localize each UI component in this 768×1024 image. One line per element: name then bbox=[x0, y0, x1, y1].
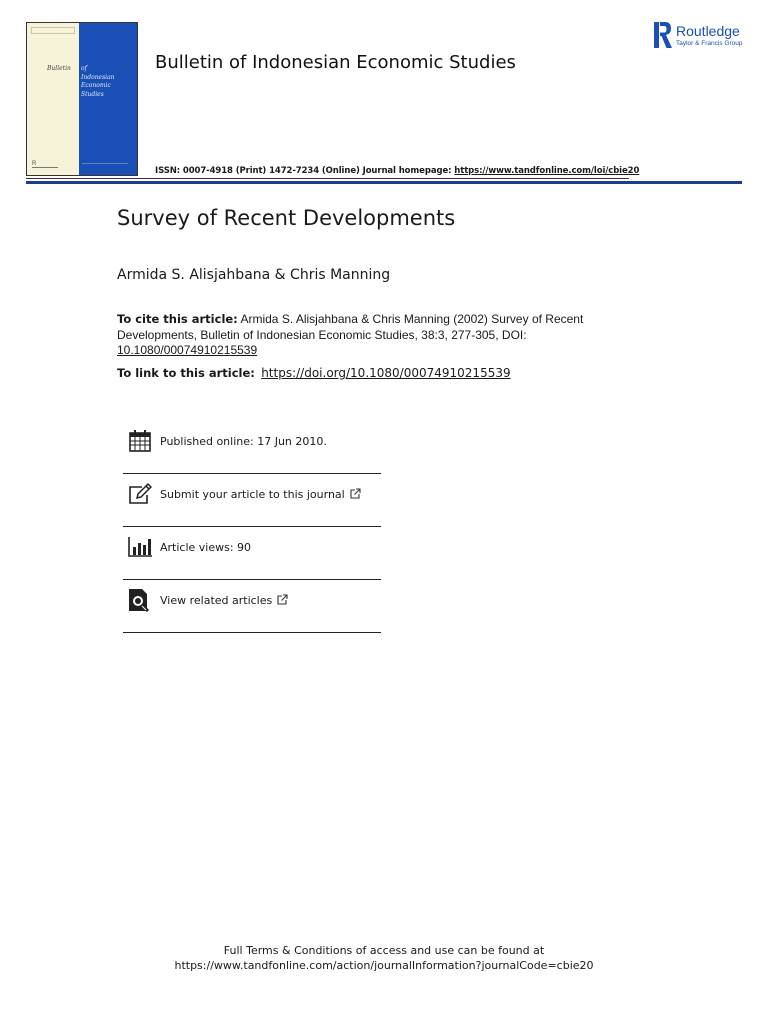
divider bbox=[123, 526, 381, 527]
cover-top-strip bbox=[31, 27, 75, 34]
published-online-text: Published online: 17 Jun 2010. bbox=[160, 435, 327, 448]
journal-cover-image bbox=[26, 22, 138, 176]
divider bbox=[123, 579, 381, 580]
header-thin-rule bbox=[26, 178, 629, 179]
article-link-line bbox=[117, 366, 511, 380]
terms-footer bbox=[0, 943, 768, 973]
cite-text: Armida S. Alisjahbana & Chris Manning (2002) Survey of Recent Developments, Bulletin of Indonesian Economic Studies, 38:3, 277-305, DOI: bbox=[117, 312, 584, 342]
article-views-text: Article views: 90 bbox=[160, 541, 252, 554]
issn-text: ISSN: 0007-4918 (Print) 1472-7234 (Online) Journal homepage: bbox=[155, 166, 452, 176]
publisher-logo bbox=[654, 21, 749, 53]
external-link-icon bbox=[350, 488, 361, 499]
article-title: Survey of Recent Developments bbox=[117, 206, 456, 230]
search-document-icon bbox=[128, 588, 152, 612]
divider bbox=[123, 473, 381, 474]
footer-line-1: Full Terms & Conditions of access and use can be found at bbox=[223, 944, 545, 957]
article-authors: Armida S. Alisjahbana & Chris Manning bbox=[117, 267, 391, 283]
journal-homepage-link[interactable]: https://www.tandfonline.com/loi/cbie20 bbox=[454, 166, 640, 176]
link-label: To link to this article: bbox=[117, 366, 255, 380]
bar-chart-icon bbox=[128, 535, 152, 559]
related-articles-link[interactable]: View related articles bbox=[160, 594, 288, 607]
divider bbox=[123, 632, 381, 633]
cite-label: To cite this article: bbox=[117, 312, 238, 326]
publisher-subtitle: Taylor & Francis Group bbox=[676, 40, 743, 47]
cover-left-panel bbox=[27, 23, 79, 175]
cover-title-rest: of Indonesian Economic Studies bbox=[81, 65, 115, 98]
submit-article-link[interactable]: Submit your article to this journal bbox=[160, 488, 361, 501]
external-link-icon bbox=[277, 594, 288, 605]
article-doi-link[interactable]: https://doi.org/10.1080/00074910215539 bbox=[261, 366, 511, 380]
cite-doi-link[interactable]: 10.1080/00074910215539 bbox=[117, 343, 258, 357]
issn-line bbox=[155, 166, 639, 176]
routledge-logo-icon bbox=[654, 21, 672, 49]
cover-title-word: Bulletin bbox=[47, 65, 71, 72]
journal-title: Bulletin of Indonesian Economic Studies bbox=[155, 52, 516, 73]
edit-icon bbox=[128, 482, 152, 506]
calendar-icon bbox=[128, 429, 152, 453]
cover-right-panel bbox=[79, 23, 137, 175]
cover-footer-line bbox=[82, 163, 128, 167]
footer-terms-link[interactable]: https://www.tandfonline.com/action/journalInformation?journalCode=cbie20 bbox=[174, 959, 594, 972]
citation-block bbox=[117, 312, 587, 359]
header-blue-rule bbox=[26, 181, 742, 184]
cover-publisher-logo: R bbox=[32, 161, 58, 168]
publisher-name: Routledge bbox=[676, 23, 740, 39]
